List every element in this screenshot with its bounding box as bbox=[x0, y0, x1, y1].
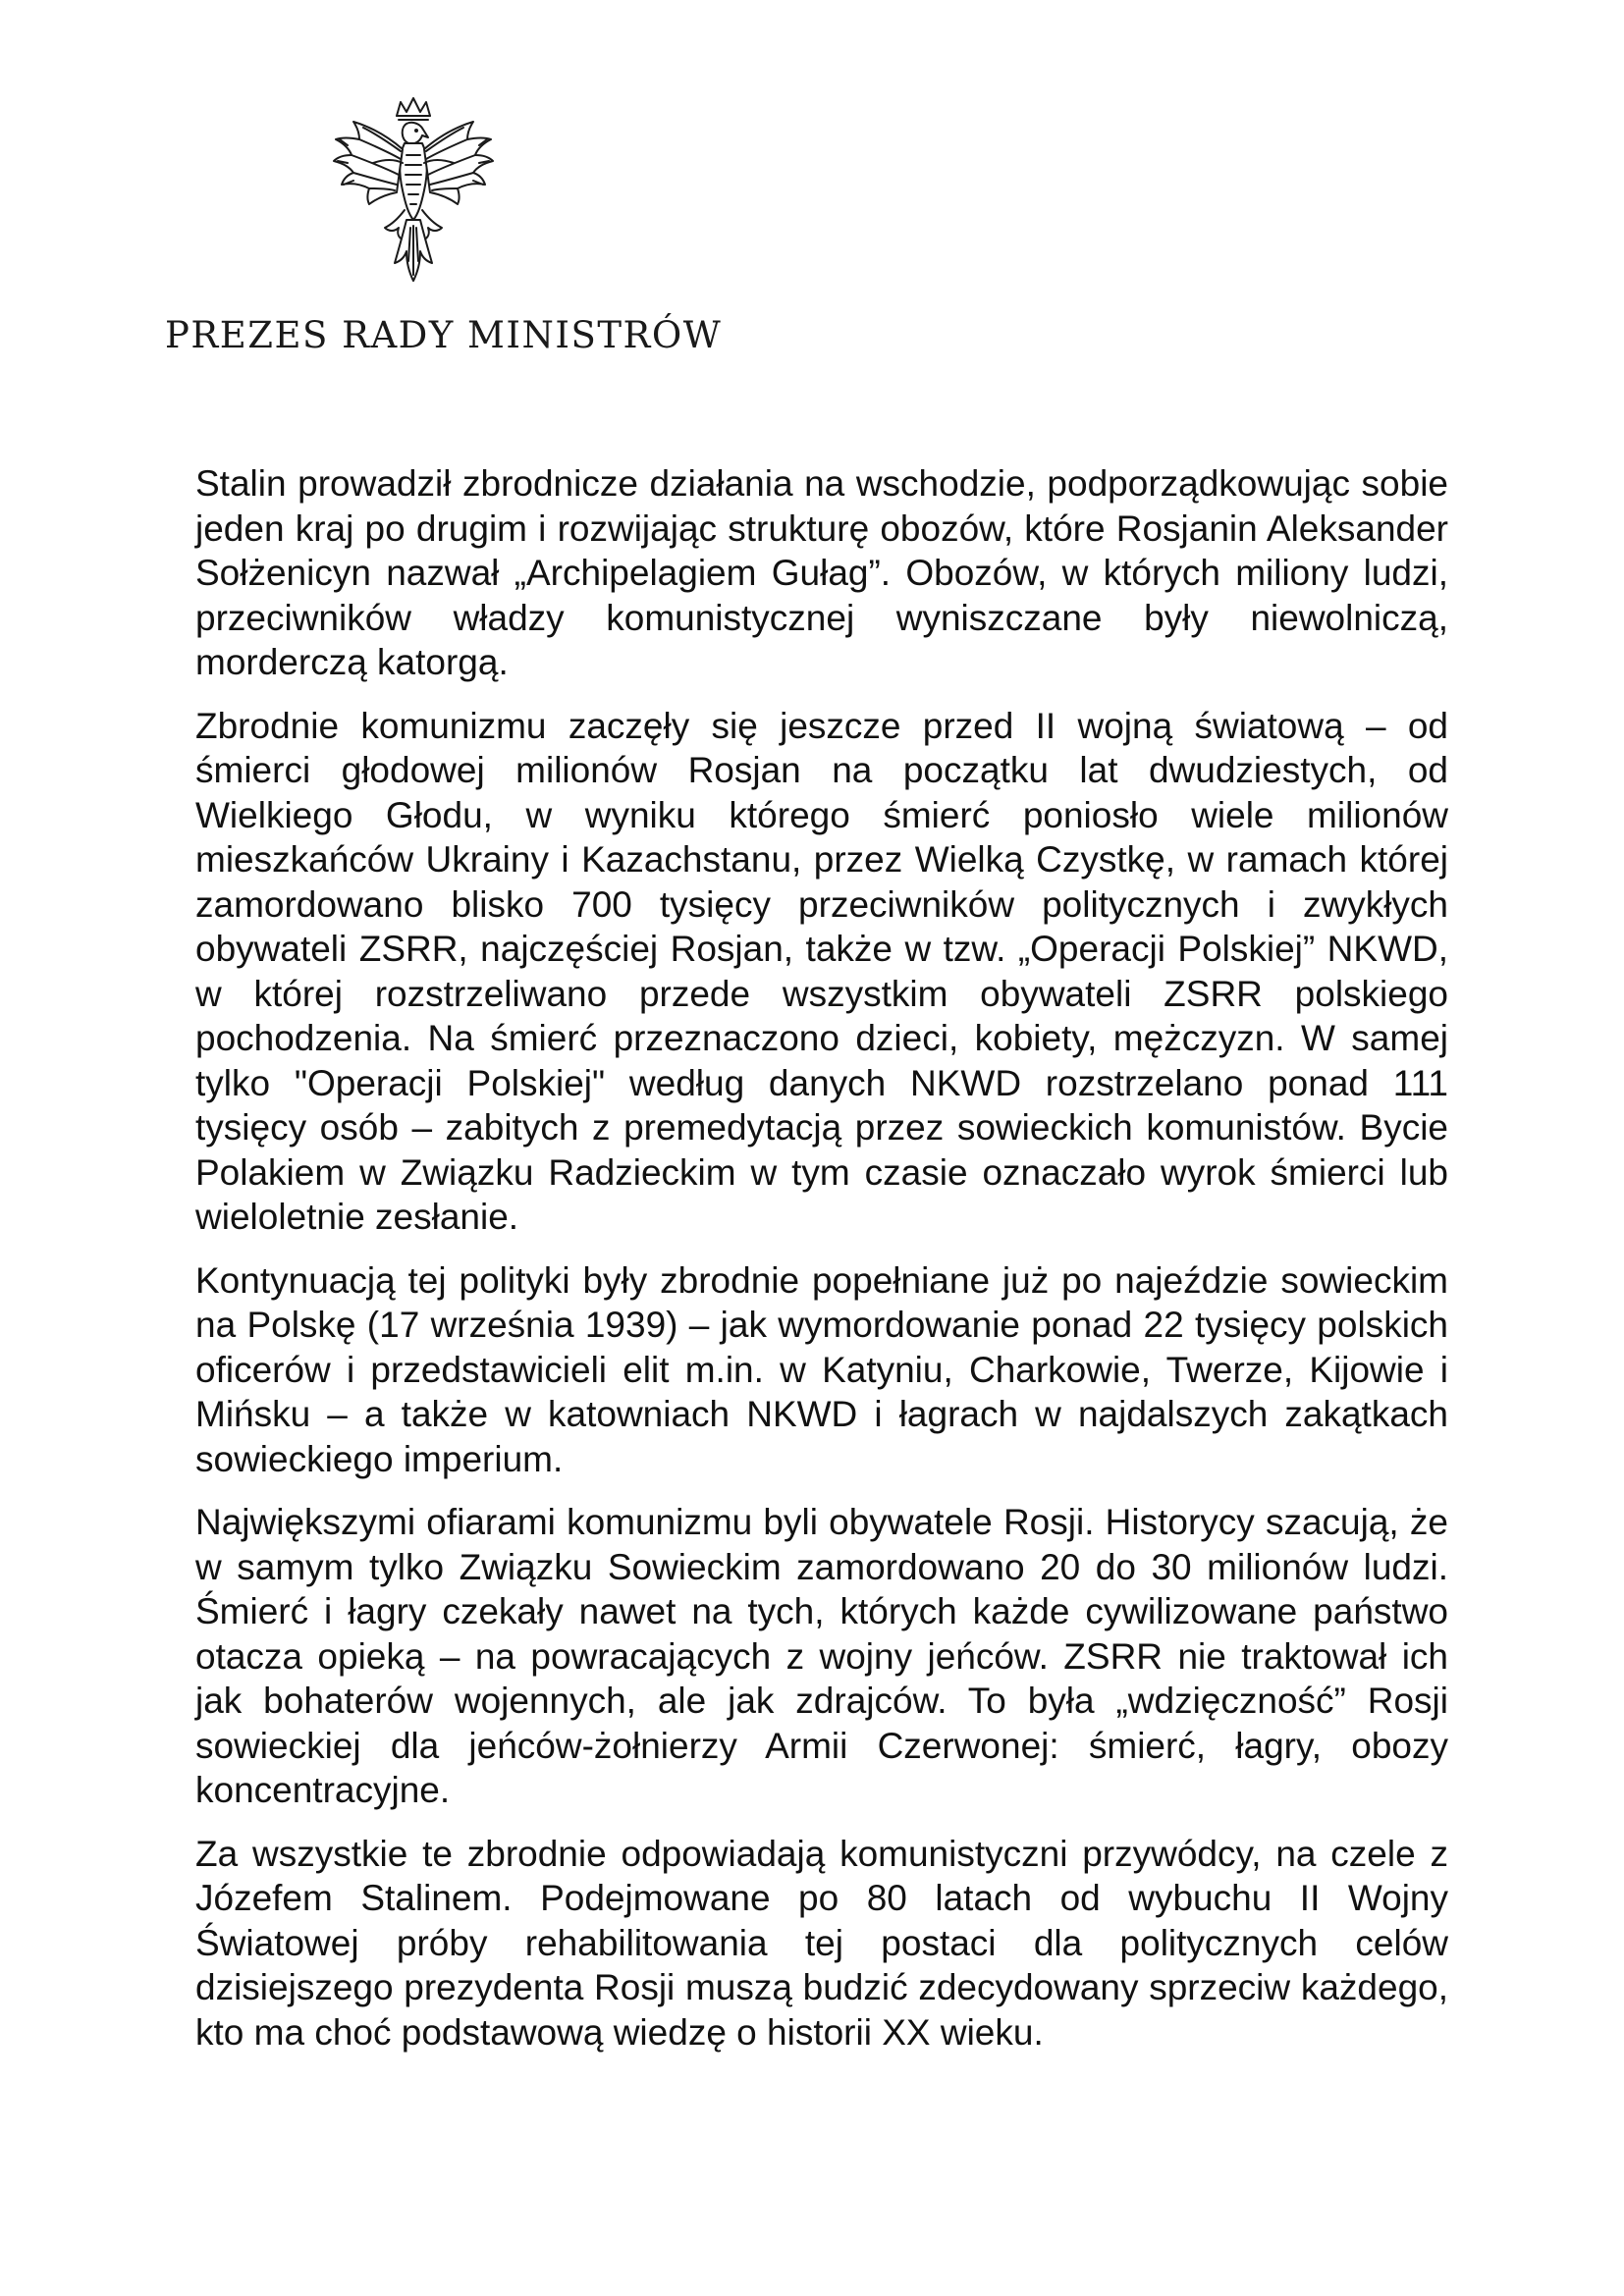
paragraph: Stalin prowadził zbrodnicze działania na wschodzie, podporządkowując sobie jeden kraj po drugim i rozwijając strukturę obozów, które Rosjanin Aleksander Sołżenicyn nazwał „Archipelagiem Gułag”. Obozów, w których miliony ludzi, przeciwników władzy komunistycznej wyniszczane były niewolniczą, morderczą katorgą. bbox=[195, 463, 1448, 682]
eagle-emblem-icon bbox=[330, 94, 497, 291]
paragraph: Zbrodnie komunizmu zaczęły się jeszcze przed II wojną światową – od śmierci głodowej milionów Rosjan na początku lat dwudziestych, od Wielkiego Głodu, w wyniku którego śmierć poniosło wiele milionów mieszkańców Ukrainy i Kazachstanu, przez Wielką Czystkę, w ramach której zamordowano blisko 700 tysięcy przeciwników politycznych i zwykłych obywateli ZSRR, najczęściej Rosjan, także w tzw. „Operacji Polskiej” NKWD, w której rozstrzeliwano przede wszystkim obywateli ZSRR polskiego pochodzenia. Na śmierć przeznaczono dzieci, kobiety, mężczyzn. W samej tylko "Operacji Polskiej" według danych NKWD rozstrzelano ponad 111 tysięcy osób – zabitych z premedytacją przez sowieckich komunistów. Bycie Polakiem w Związku Radzieckim w tym czasie oznaczało wyrok śmierci lub wieloletnie zesłanie. bbox=[195, 705, 1448, 1237]
paragraph: Największymi ofiarami komunizmu byli obywatele Rosji. Historycy szacują, że w samym tylko Związku Sowieckim zamordowano 20 do 30 milionów ludzi. Śmierć i łagry czekały nawet na tych, których każde cywilizowane państwo otacza opieką – na powracających z wojny jeńców. ZSRR nie traktował ich jak bohaterów wojennych, ale jak zdrajców. To była „wdzięczność” Rosji sowieckiej dla jeńców-żołnierzy Armii Czerwonej: śmierć, łagry, obozy koncentracyjne. bbox=[195, 1502, 1448, 1810]
letter-body bbox=[195, 461, 1448, 2073]
paragraph: Za wszystkie te zbrodnie odpowiadają komunistyczni przywódcy, na czele z Józefem Stalinem. Podejmowane po 80 latach od wybuchu II Wojny Światowej próby rehabilitowania tej postaci dla politycznych celów dzisiejszego prezydenta Rosji muszą budzić zdecydowany sprzeciw każdego, kto ma choć podstawową wiedzę o historii XX wieku. bbox=[195, 1833, 1448, 2053]
paragraph: Kontynuacją tej polityki były zbrodnie popełniane już po najeździe sowieckim na Polskę (17 września 1939) – jak wymordowanie ponad 22 tysięcy polskich oficerów i przedstawicieli elit m.in. w Katyniu, Charkowie, Twerze, Kijowie i Mińsku – a także w katowniach NKWD i łagrach w najdalszych zakątkach sowieckiego imperium. bbox=[195, 1259, 1448, 1479]
office-title: PREZES RADY MINISTRÓW bbox=[165, 314, 723, 356]
